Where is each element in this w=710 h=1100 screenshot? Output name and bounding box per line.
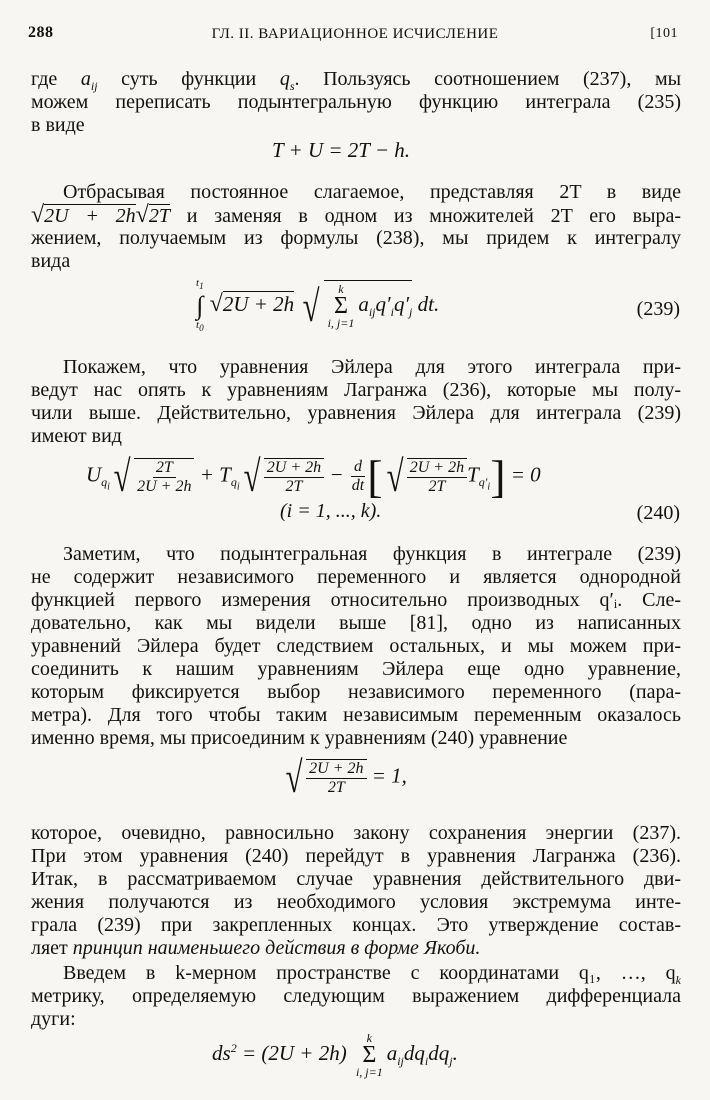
paragraph-3-line-3: чили выше. Действительно, уравнения Эйлера для интеграла (239)	[31, 402, 681, 424]
running-title: ГЛ. II. ВАРИАЦИОННОЕ ИСЧИСЛЕНИЕ	[211, 26, 499, 42]
paragraph-5-line-3: Итак, в рассматриваемом случае уравнения действительного дви-	[31, 868, 681, 890]
paragraph-2-line-4: вида	[31, 250, 71, 272]
paragraph-4-line-9: именно время, мы присоединим к уравнениям (240) уравнение	[31, 727, 568, 749]
paragraph-6-line-3: дуги:	[31, 1008, 76, 1030]
paragraph-1-line-2: можем переписать подынтегральную функцию интеграла (235)	[31, 91, 681, 113]
paragraph-4-line-6: соединить к нашим уравнениям Эйлера еще одно уравнение,	[31, 658, 681, 680]
paragraph-4-line-8: метра). Для того чтобы таким независимым переменным оказалось	[31, 704, 681, 726]
paragraph-3-line-4: имеют вид	[31, 425, 122, 447]
paragraph-4-line-1: Заметим, что подынтегральная функция в интеграле (239)	[63, 543, 681, 565]
jacobi-principle-term: принцип наименьшего действия в форме Якоби.	[72, 937, 481, 959]
paragraph-4-line-3: функцией первого измерения относительно производных q′ᵢ. Сле-	[31, 589, 681, 611]
paragraph-6-line-1: Введем в k-мерном пространстве с координатами q₁, …, $q_k$	[63, 962, 681, 987]
paragraph-1-line-3: в виде	[31, 114, 85, 136]
paragraph-5-line-6: ляет принцип наименьшего действия в форме Якоби.	[31, 937, 481, 959]
paragraph-4-line-4: довательно, как мы видели выше [81], одно из написанных	[31, 612, 681, 634]
paragraph-4-line-2: не содержит независимого переменного и является однородной	[31, 566, 681, 588]
paragraph-6-line-2: метрику, определяемую следующим выражением дифференциала	[31, 985, 681, 1007]
equation-239-label: (239)	[636, 298, 680, 320]
paragraph-4-line-5: уравнений Эйлера будет следствием остальных, и мы можем при-	[31, 635, 681, 657]
section-marker: [101	[650, 26, 678, 41]
paragraph-2-line-3: жением, получаемым из формулы (238), мы придем к интегралу	[31, 227, 681, 249]
page-header	[28, 24, 682, 46]
paragraph-5-line-2: При этом уравнения (240) перейдут в уравнения Лагранжа (236).	[31, 845, 681, 867]
equation-energy: T + U = 2T − h.	[272, 138, 411, 162]
equation-240-range: (i = 1, ..., k).	[280, 500, 382, 522]
equation-240-label: (240)	[636, 502, 680, 524]
paragraph-3-line-1: Покажем, что уравнения Эйлера для этого интеграла при-	[63, 356, 681, 378]
equation-metric: $ds^2 = (2U + 2h)$ k Σ i, j=1 $a_{ij}dq_idq_j$.	[212, 1031, 458, 1079]
page-number: 288	[28, 24, 54, 41]
paragraph-5-line-1: которое, очевидно, равносильно закону сохранения энергии (237).	[31, 822, 681, 844]
equation-240: $U_{q_i}√$ $\frac{2T}{2U + 2h}$ + $T_{q_i}√$ $\frac{2U + 2h}{2T}$ − $\frac{d}{dt}$ [√ $\frac{2U + 2h}{2T}$ $T_{q'_i}] = 0$	[86, 451, 541, 502]
paragraph-3-line-2: ведут нас опять к уравнениям Лагранжа (236), которые мы полу-	[31, 379, 681, 401]
equation-239: $t_1$ ∫ $t_0$ √2U + 2h √ k Σ i, j=1 $a_{ij}q'_iq'_j$ dt.	[196, 277, 440, 334]
paragraph-5-line-4: жения получаются из необходимого условия экстремума инте-	[31, 891, 681, 913]
equation-normalization: √ $\frac{2U + 2h}{2T}$ = 1,	[285, 753, 407, 802]
paragraph-1-line-1: где $a_{ij}$ суть функции $q_s$. Пользуясь соотношением (237), мы	[31, 68, 682, 93]
paragraph-4-line-7: которым фиксируется выбор независимого переменного (пара-	[31, 681, 681, 703]
paragraph-5-line-5: грала (239) при закрепленных концах. Это утверждение состав-	[31, 914, 681, 936]
paragraph-2-line-2: √2U + 2h√2T и заменяя в одном из множителей 2T его выра-	[31, 202, 681, 228]
paragraph-2-line-1: Отбрасывая постоянное слагаемое, представляя 2T в виде	[63, 181, 681, 203]
